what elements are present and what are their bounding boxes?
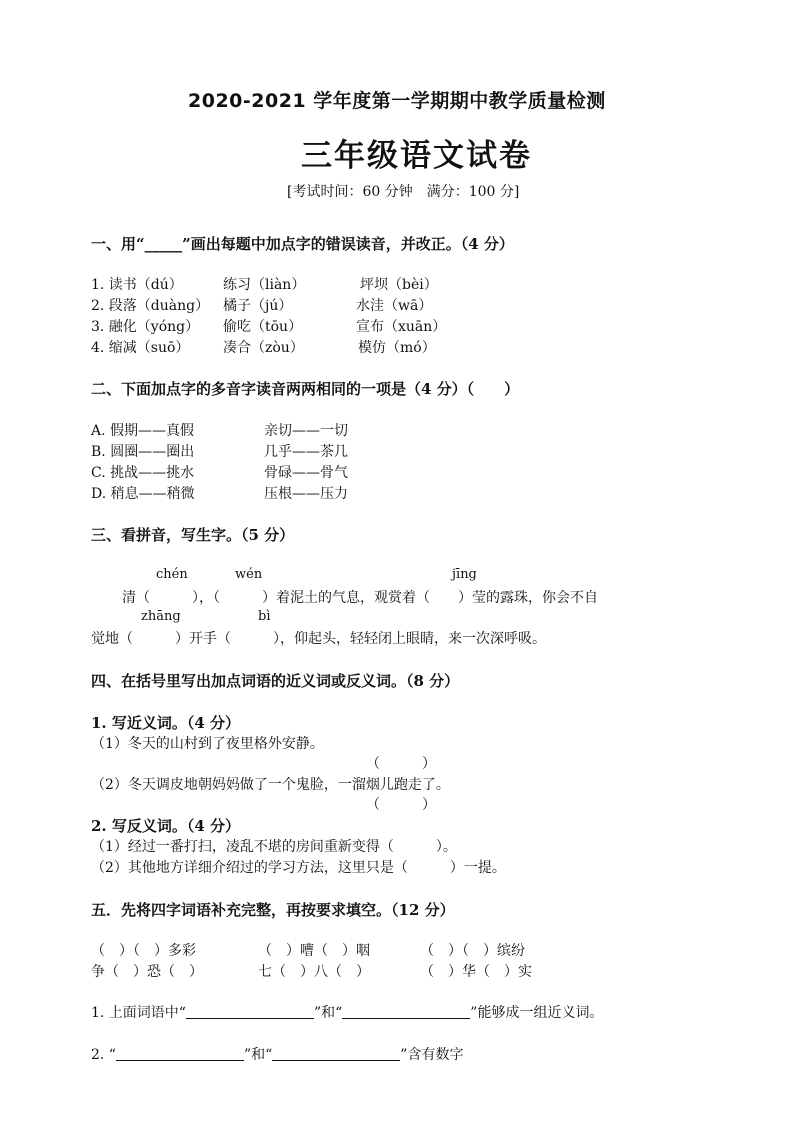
question-text: ”和“ [243, 1047, 273, 1063]
question-text: 2. “ [91, 1047, 116, 1063]
option-item: B. 圆圈——圈出 [91, 444, 195, 460]
answer-line[interactable] [342, 1004, 470, 1019]
pinyin-label: chén [156, 567, 188, 582]
option-item: 压根——压力 [264, 486, 348, 502]
fill-sentence: 觉地（ ）开手（ ），仰起头，轻轻闭上眼睛，来一次深呼吸。 [91, 631, 546, 647]
exam-info: [考试时间：60 分钟 满分：100 分] [287, 184, 520, 200]
pinyin-label: wén [235, 567, 263, 582]
option-item: C. 挑战——挑水 [91, 465, 195, 481]
section3-heading: 三、看拼音，写生字。（5 分） [91, 526, 295, 544]
question-line [91, 1002, 603, 1022]
idiom-item: 七（ ）八（ ） [258, 964, 370, 980]
list-item: 凑合（zòu） [223, 340, 304, 356]
answer-line[interactable] [116, 1046, 244, 1061]
section2-heading: 二、下面加点字的多音字读音两两相同的一项是（4 分）（ ） [91, 380, 520, 398]
option-item: 几乎——茶几 [264, 444, 348, 460]
list-item: 橘子（jú） [223, 298, 293, 314]
subsection-heading: 1. 写近义词。（4 分） [91, 714, 241, 732]
section4-heading: 四、在括号里写出加点词语的近义词或反义词。（8 分） [91, 672, 460, 690]
exam-subtitle: 2020-2021 学年度第一学期期中教学质量检测 [188, 90, 606, 112]
idiom-item: 争（ ）恐（ ） [91, 964, 203, 980]
answer-line[interactable] [186, 1004, 314, 1019]
question-text: ”能够成一组近义词。 [470, 1005, 604, 1021]
answer-blank: （ ） [366, 756, 436, 772]
list-item: 水洼（wā） [356, 298, 433, 314]
list-item: 坪坝（bèi） [360, 277, 438, 293]
question-line [91, 1044, 463, 1064]
option-item: A. 假期——真假 [91, 423, 195, 439]
idiom-item: （ ）（ ）缤纷 [420, 943, 525, 959]
answer-line[interactable] [272, 1046, 400, 1061]
section5-heading: 五．先将四字词语补充完整，再按要求填空。（12 分） [91, 901, 455, 919]
page-title: 三年级语文试卷 [301, 138, 532, 174]
question-text: ”含有数字 [400, 1047, 464, 1063]
option-item: 骨碌——骨气 [264, 465, 348, 481]
list-item: 1. 读书（dú） [91, 277, 183, 293]
answer-blank: （ ） [366, 797, 436, 813]
list-item: 模仿（mó） [358, 340, 436, 356]
option-item: D. 稍息——稍微 [91, 486, 195, 502]
list-item: 宣布（xuān） [356, 319, 447, 335]
question-text: 1. 上面词语中“ [91, 1005, 186, 1021]
question-text: ”和“ [313, 1005, 343, 1021]
option-item: 亲切——一切 [264, 423, 348, 439]
pinyin-label: jīng [452, 567, 477, 582]
question-item: （2）其他地方详细介绍过的学习方法，这里只是（ ）一提。 [91, 860, 506, 876]
question-item: （1）经过一番打扫，凌乱不堪的房间重新变得（ ）。 [91, 839, 457, 855]
list-item: 偷吃（tōu） [223, 319, 303, 335]
fill-sentence: 清（ ），（ ）着泥土的气息，观赏着（ ）莹的露珠，你会不自 [122, 590, 598, 606]
list-item: 练习（liàn） [223, 277, 306, 293]
question-item: （1）冬天的山村到了夜里格外安静。 [91, 736, 324, 752]
pinyin-label: zhāng [141, 609, 181, 624]
subsection-heading: 2. 写反义词。（4 分） [91, 817, 241, 835]
pinyin-label: bì [258, 609, 271, 624]
list-item: 4. 缩减（suō） [91, 340, 190, 356]
idiom-item: （ ）（ ）多彩 [91, 943, 196, 959]
list-item: 3. 融化（yóng） [91, 319, 200, 335]
question-item: （2）冬天调皮地朝妈妈做了一个鬼脸，一溜烟儿跑走了。 [91, 777, 450, 793]
idiom-item: （ ）嘈（ ）咽 [258, 943, 370, 959]
section1-heading: 一、用“_____”画出每题中加点字的错误读音，并改正。（4 分） [91, 235, 514, 253]
idiom-item: （ ）华（ ）实 [420, 964, 532, 980]
list-item: 2. 段落（duàng） [91, 298, 210, 314]
